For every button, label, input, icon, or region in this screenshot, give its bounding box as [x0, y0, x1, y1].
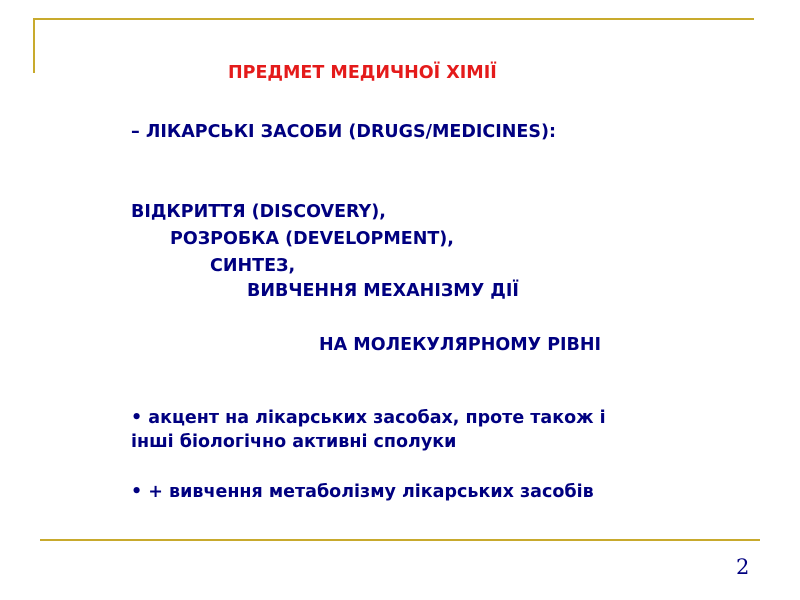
- activity-discovery: ВІДКРИТТЯ (DISCOVERY),: [131, 202, 386, 222]
- activity-development: РОЗРОБКА (DEVELOPMENT),: [170, 229, 454, 249]
- activity-mechanism: ВИВЧЕННЯ МЕХАНІЗМУ ДІЇ: [247, 281, 519, 301]
- molecular-level-text: НА МОЛЕКУЛЯРНОМУ РІВНІ: [319, 335, 602, 355]
- slide-title: ПРЕДМЕТ МЕДИЧНОЇ ХІМІЇ: [228, 63, 497, 83]
- frame-left-line: [33, 18, 35, 73]
- bullet-1-line-2: інші біологічно активні сполуки: [131, 432, 457, 452]
- frame-bottom-line: [40, 539, 760, 541]
- slide-subtitle: – ЛІКАРСЬКІ ЗАСОБИ (DRUGS/MEDICINES):: [131, 122, 556, 142]
- page-number: 2: [736, 555, 750, 579]
- bullet-2: • + вивчення метаболізму лікарських засобів: [131, 482, 594, 502]
- bullet-1-line-1: • акцент на лікарських засобах, проте також і: [131, 408, 606, 428]
- frame-top-line: [33, 18, 754, 20]
- activity-synthesis: СИНТЕЗ,: [210, 256, 296, 276]
